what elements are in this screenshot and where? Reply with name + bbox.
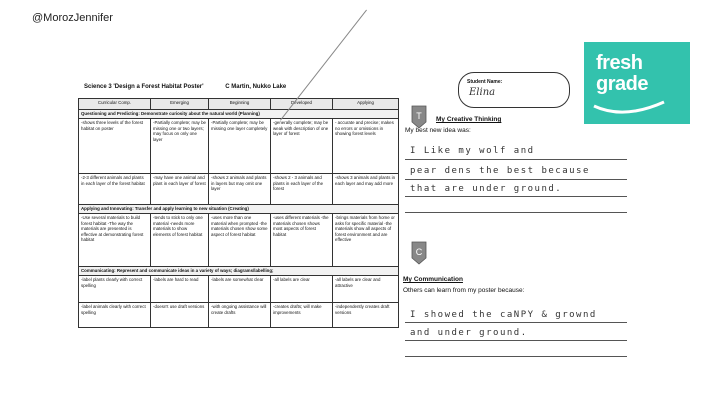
table-cell: -label animals clearly with correct spelling (79, 303, 151, 328)
thinking-answer-line1: I Like my wolf and (410, 146, 535, 156)
student-name-label: Student Name: (467, 79, 503, 85)
table-cell: -may have one animal and plant in each layer of forest (151, 174, 209, 205)
header-row (79, 99, 399, 110)
table-cell: -shows 2 animals and plants in layers but may omit one layer (209, 174, 271, 205)
communication-badge-icon (409, 240, 429, 266)
table-row (79, 214, 399, 267)
credit: @MorozJennifer (32, 12, 113, 24)
table-cell: -labels are hard to read (151, 276, 209, 303)
writing-line (405, 196, 627, 197)
table-cell: -uses more than one material when prompted -the materials chosen show some aspect of forest habitat (209, 214, 271, 267)
table-row (79, 276, 399, 303)
header-cell: Developed (271, 99, 333, 110)
thinking-answer-line3: that are under ground. (410, 184, 563, 194)
table-cell: -independently creates draft versions (333, 303, 399, 328)
writing-line (405, 356, 627, 357)
rubric-document (78, 80, 400, 372)
table-cell: -shows three levels of the forest habitat on poster (79, 119, 151, 174)
table-cell: -shows 3 animals and plants in each layer and may add more (333, 174, 399, 205)
table-cell: -tends to stick to only one material -needs more materials to show elements of forest habitat (151, 214, 209, 267)
communication-answer-line2: and under ground. (410, 328, 528, 338)
table-row (79, 174, 399, 205)
communication-prompt: Others can learn from my poster because: (403, 287, 525, 294)
freshgrade-logo (584, 42, 690, 124)
table-cell: -all labels are clear (271, 276, 333, 303)
table-cell: -Partially complete; may be missing one layer completely (209, 119, 271, 174)
thinking-prompt: My best new idea was: (405, 127, 471, 134)
logo-word-fresh: fresh (596, 52, 643, 74)
student-name-box (458, 72, 570, 108)
teacher-text: C Martin, Nukko Lake (225, 84, 287, 90)
communication-letter: C (415, 247, 423, 257)
table-cell: -label plants clearly with correct spelling (79, 276, 151, 303)
table-cell: -Partially complete; may be missing one or two layers; may focus on only one layer (151, 119, 209, 174)
table-row (79, 303, 399, 328)
table-cell: -labels are somewhat clear (209, 276, 271, 303)
logo-word-grade: grade (596, 73, 648, 95)
thinking-title: My Creative Thinking (436, 116, 502, 123)
table-cell: -generally complete; may be weak with description of one layer of forest (271, 119, 333, 174)
table-cell: - accurate and precise; makes no errors or omissions in showing forest levels (333, 119, 399, 174)
table-cell: -2-3 different animals and plants in each layer of the forest habitat (79, 174, 151, 205)
writing-line (405, 340, 627, 341)
section-heading: Questioning and Predicting: Demonstrate curiosity about the natural world (Planning) (79, 110, 399, 119)
rubric-table (78, 98, 399, 328)
table-cell: -brings materials from home or asks for specific material -the materials show all aspects of forest environment and are effective (333, 214, 399, 267)
table-cell: -all labels are clear and attractive (333, 276, 399, 303)
writing-line (405, 322, 627, 323)
section-heading: Applying and Innovating: Transfer and apply learning to new situation (Creating) (79, 205, 399, 214)
table-row (79, 119, 399, 174)
table-cell: -Use several materials to build forest habitat -The way the materials are presented is effective at demonstrating forest habitat (79, 214, 151, 267)
writing-line (405, 159, 627, 160)
table-cell: -creates drafts; will make improvements (271, 303, 333, 328)
communication-answer-line1: I showed the caNPY & grownd (410, 310, 597, 320)
table-cell: -doesn't use draft versions (151, 303, 209, 328)
header-cell: Emerging (151, 99, 209, 110)
table-cell: -uses different materials -the materials chosen shows most aspects of forest habitat (271, 214, 333, 267)
thinking-answer-line2: pear dens the best because (410, 166, 590, 176)
table-cell: -shows 2 - 3 animals and plants in each layer of the forest (271, 174, 333, 205)
title-text: Science 3 'Design a Forest Habitat Poster' (84, 84, 204, 90)
communication-title: My Communication (403, 276, 463, 283)
writing-line (405, 212, 627, 213)
header-cell: Beginning (209, 99, 271, 110)
table-cell: -with ongoing assistance will create drafts (209, 303, 271, 328)
writing-line (405, 179, 627, 180)
document-title (84, 84, 286, 90)
header-cell: Applying (333, 99, 399, 110)
thinking-letter: T (416, 111, 422, 121)
section-heading: Communicating: Represent and communicate ideas in a variety of ways; diagrams/labelling; (79, 267, 399, 276)
header-cell: Curricular Comp. (79, 99, 151, 110)
student-name-value: Elina (469, 87, 496, 98)
